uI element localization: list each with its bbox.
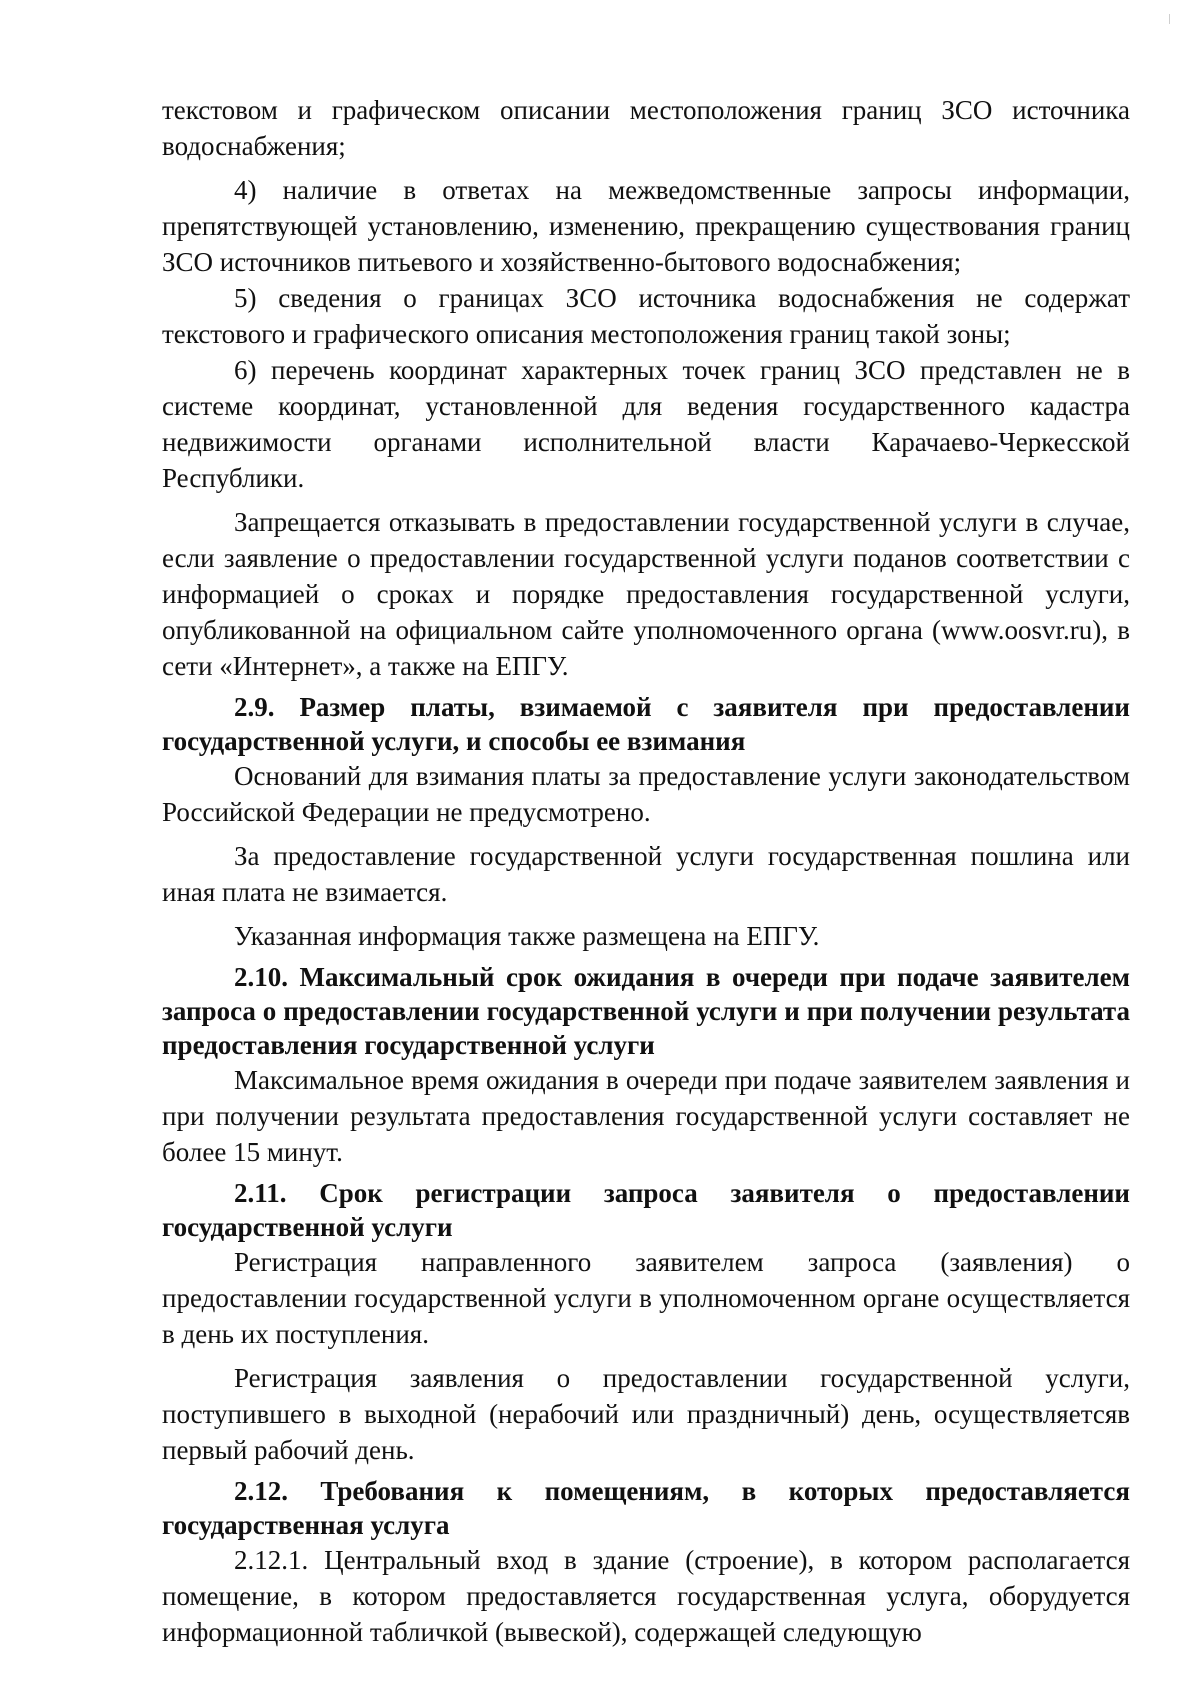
section-heading-2-10: 2.10. Максимальный срок ожидания в очереди при подаче заявителем запроса о предоставлении государственной услуги и при получении результата предоставления государственной услуги <box>162 962 1130 1060</box>
paragraph-2-11-weekend-registration: Регистрация заявления о предоставлении государственной услуги, поступившего в выходной (нерабочий или праздничный) день, осуществляетсяв первый рабочий день. <box>162 1363 1130 1465</box>
paragraph-2-11-registration: Регистрация направленного заявителем запроса (заявления) о предоставлении государственной услуги в уполномоченном органе осуществляется в день их поступления. <box>162 1247 1130 1349</box>
paragraph-continuation: текстовом и графическом описании местоположения границ ЗСО источника водоснабжения; <box>162 95 1130 161</box>
section-heading-2-9: 2.9. Размер платы, взимаемой с заявителя при предоставлении государственной услуги, и способы ее взимания <box>162 692 1130 756</box>
paragraph-2-12-1-entrance: 2.12.1. Центральный вход в здание (строение), в котором располагается помещение, в котором предоставляется государственная услуга, оборудуется информационной табличкой (вывеской), содержащей следующую <box>162 1545 1130 1647</box>
paragraph-2-9-no-duty: За предоставление государственной услуги государственная пошлина или иная плата не взимается. <box>162 841 1130 907</box>
paragraph-item-5: 5) сведения о границах ЗСО источника водоснабжения не содержат текстового и графического описания местоположения границ такой зоны; <box>162 283 1130 349</box>
paragraph-item-4: 4) наличие в ответах на межведомственные запросы информации, препятствующей установлению, изменению, прекращению существования границ ЗСО источников питьевого и хозяйственно-бытового водоснабжения; <box>162 175 1130 277</box>
paragraph-2-9-info-posted: Указанная информация также размещена на ЕПГУ. <box>234 921 820 951</box>
document-page <box>162 92 1130 1650</box>
section-heading-2-12: 2.12. Требования к помещениям, в которых предоставляется государственная услуга <box>162 1476 1130 1540</box>
paragraph-2-10-wait-time: Максимальное время ожидания в очереди при подаче заявителем заявления и при получении результата предоставления государственной услуги составляет не более 15 минут. <box>162 1065 1130 1167</box>
section-heading-2-11: 2.11. Срок регистрации запроса заявителя о предоставлении государственной услуги <box>162 1178 1130 1242</box>
scan-artifact <box>1169 14 1170 24</box>
paragraph-item-6: 6) перечень координат характерных точек границ ЗСО представлен не в системе координат, установленной для ведения государственного кадастра недвижимости органами исполнительной власти Карачаево-Черкесской Республики. <box>162 355 1130 493</box>
paragraph-refusal-prohibition: Запрещается отказывать в предоставлении государственной услуги в случае, если заявление о предоставлении государственной услуги поданов соответствии с информацией о сроках и порядке предоставления государственной услуги, опубликованной на официальном сайте уполномоченного органа (www.oosvr.ru), в сети «Интернет», а также на ЕПГУ. <box>162 507 1130 681</box>
paragraph-2-9-no-fee-basis: Оснований для взимания платы за предоставление услуги законодательством Российской Федерации не предусмотрено. <box>162 761 1130 827</box>
